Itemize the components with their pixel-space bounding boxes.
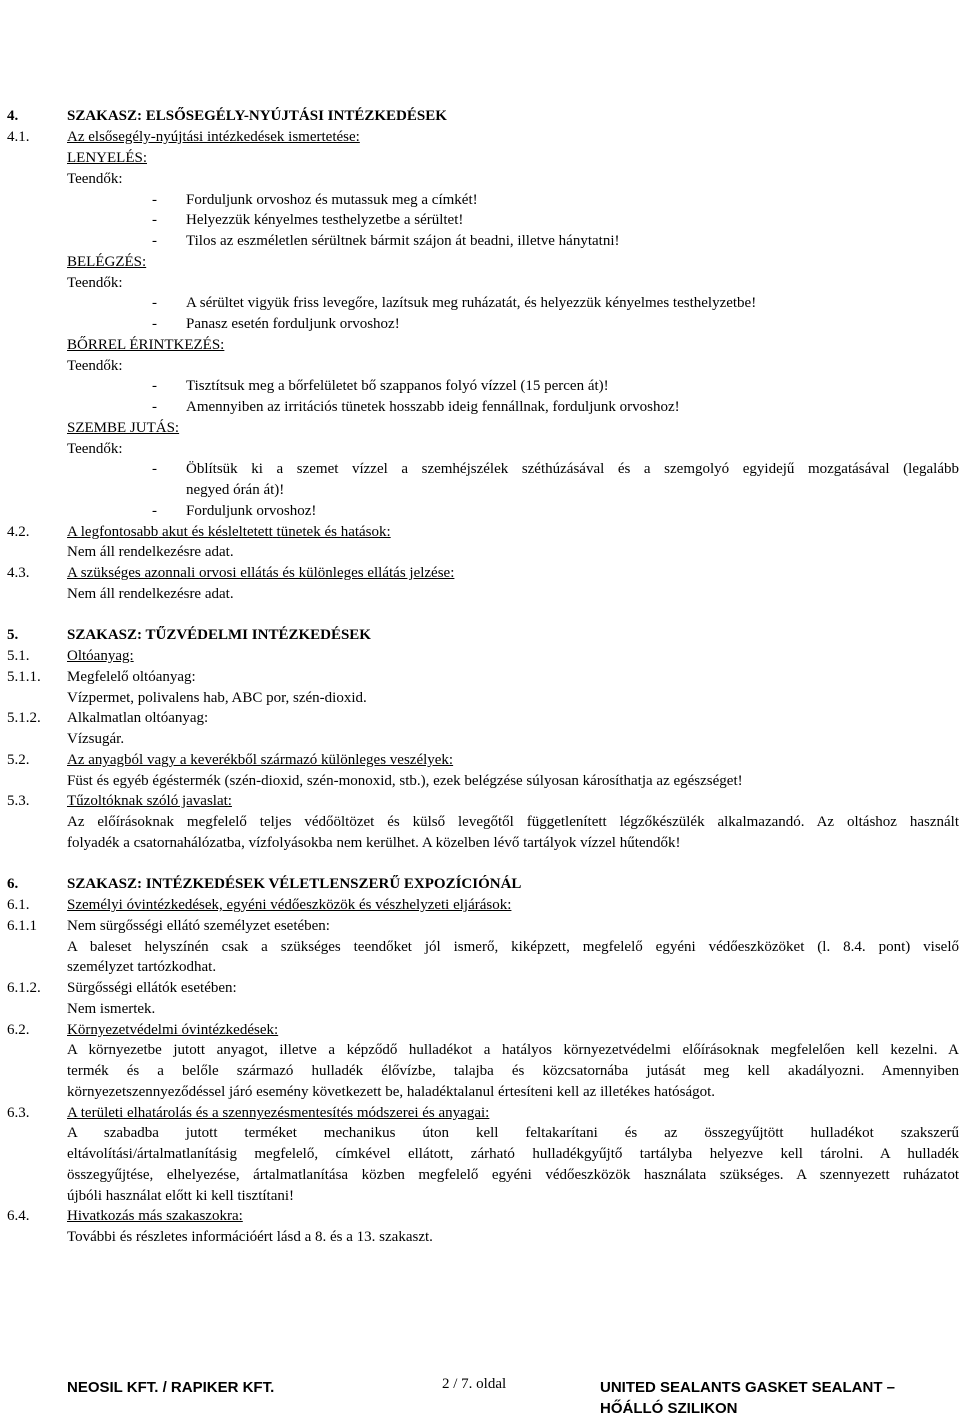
section-5-1-number: 5.1. — [7, 648, 30, 664]
section-4-number: 4. — [7, 108, 19, 124]
list-dash: - — [152, 503, 157, 519]
inhalation-heading: BELÉGZÉS: — [67, 254, 147, 270]
list-item-continuation: negyed órán át)! — [186, 482, 285, 498]
section-4-2-title-part: akut és késleltetett — [162, 524, 273, 540]
section-5-2-title: Az anyagból vagy a keverékből származó különleges veszélyek: — [67, 752, 454, 768]
eye-todo-label: Teendők: — [67, 441, 123, 457]
section-6-title: SZAKASZ: INTÉZKEDÉSEK VÉLETLENSZERŰ EXPOZÍCIÓNÁL — [67, 876, 522, 892]
section-4-2-number: 4.2. — [7, 524, 30, 540]
section-4-2-title-part: tünetek és hatások: — [276, 524, 391, 540]
section-6-3-text-line: eltávolítási/ártalmatlanításig megfelelő, címkével ellátott, zárható hulladékgyűjtő tartályba helyezve kell tárolni. A hulladék — [67, 1146, 959, 1162]
section-6-1-1-title: Nem sürgősségi ellátó személyzet esetében: — [67, 918, 330, 934]
section-6-4-text: További és részletes információért lásd a 8. és a 13. szakaszt. — [67, 1229, 433, 1245]
section-6-3-title: A területi elhatárolás és a szennyezésmentesítés módszerei és anyagai: — [67, 1105, 490, 1121]
section-6-1-2-number: 6.1.2. — [7, 980, 41, 996]
section-6-4-number: 6.4. — [7, 1208, 30, 1224]
section-5-number: 5. — [7, 627, 19, 643]
section-5-3-text-line: Az előírásoknak megfelelő teljes védőöltözet és külső levegőtől függetlenített légzőkészülék alkalmazandó. Az oltáshoz használt — [67, 814, 959, 830]
section-5-3-text-line: folyadék a csatornahálózatba, vízfolyásokba nem kerülhet. A közelben lévő tartályok vízzel hűtendők! — [67, 835, 681, 851]
section-6-2-text-line: A környezetbe jutott anyagot, illetve a képződő hulladékot a hatályos környezetvédelmi előírásoknak megfelelően kell kezelni. A — [67, 1042, 959, 1058]
section-6-1-1-number: 6.1.1 — [7, 918, 37, 934]
footer-product-line-2: HŐÁLLÓ SZILIKON — [600, 1400, 738, 1417]
section-5-1-title: Oltóanyag: — [67, 648, 134, 664]
inhalation-todo-label: Teendők: — [67, 275, 123, 291]
list-dash: - — [152, 295, 157, 311]
list-item: Forduljunk orvoshoz és mutassuk meg a címkét! — [186, 192, 478, 208]
section-4-2-title — [67, 522, 391, 542]
list-dash: - — [152, 378, 157, 394]
section-6-1-1-text-line: A baleset helyszínén csak a szükséges teendőket jól ismerő, kiképzett, megfelelő egyéni védőeszközöket (l. 8.4. pont) viselő — [67, 939, 959, 955]
section-6-4-title: Hivatkozás más szakaszokra: — [67, 1208, 243, 1224]
section-5-3-title: Tűzoltóknak szóló javaslat: — [67, 793, 232, 809]
list-item: Tilos az eszméletlen sérültnek bármit szájon át beadni, illetve hánytatni! — [186, 233, 620, 249]
skin-contact-heading: BŐRREL ÉRINTKEZÉS: — [67, 337, 225, 353]
version-number: Verziószám: 2 — [7, 39, 99, 56]
ingestion-todo-label: Teendők: — [67, 171, 123, 187]
section-6-2-text-line: termék és a belőle származó hulladék élővízbe, talajba és közcsatornába jutását meg kell akadályozni. Amennyiben — [67, 1063, 959, 1079]
header-url: http://www.biztonsagiadatlap.hu — [745, 19, 953, 36]
list-item: Forduljunk orvoshoz! — [186, 503, 317, 519]
section-6-number: 6. — [7, 876, 19, 892]
eye-contact-heading: SZEMBE JUTÁS: — [67, 420, 180, 436]
footer-company: NEOSIL KFT. / RAPIKER KFT. — [67, 1379, 275, 1396]
list-item: A sérültet vigyük friss levegőre, lazítsuk meg ruházatát, és helyezzük kényelmes testhelyzetbe! — [186, 295, 757, 311]
ingestion-heading: LENYELÉS: — [67, 150, 147, 166]
section-5-1-2-number: 5.1.2. — [7, 710, 41, 726]
section-6-2-title: Környezetvédelmi óvintézkedések: — [67, 1022, 279, 1038]
section-6-1-2-title: Sürgősségi ellátók esetében: — [67, 980, 237, 996]
section-6-1-number: 6.1. — [7, 897, 30, 913]
section-6-3-text-line: A szabadba jutott terméket mechanikus úton kell feltakarítani és az összegyűjtött hulladékot szakszerű — [67, 1125, 959, 1141]
section-5-1-1-number: 5.1.1. — [7, 669, 41, 685]
section-6-3-text-line: összegyűjtése, elhelyezése, ártalmatlanítása közben megfelelő egyéni védőeszközök használata szükséges. A szennyezett ruházatot — [67, 1167, 959, 1183]
section-4-1-title: Az elsősegély-nyújtási intézkedések ismertetése: — [67, 129, 360, 145]
section-6-3-number: 6.3. — [7, 1105, 30, 1121]
section-4-1-number: 4.1. — [7, 129, 30, 145]
section-5-title: SZAKASZ: TŰZVÉDELMI INTÉZKEDÉSEK — [67, 627, 371, 643]
section-5-2-number: 5.2. — [7, 752, 30, 768]
section-5-1-2-text: Vízsugár. — [67, 731, 125, 747]
section-6-2-number: 6.2. — [7, 1022, 30, 1038]
list-dash: - — [152, 212, 157, 228]
revision-date: Felülvizsgálat időpontja: 2013. február 26. — [7, 20, 280, 37]
list-dash: - — [152, 192, 157, 208]
footer-page-number: 2 / 7. oldal — [442, 1376, 507, 1392]
section-4-2-text: Nem áll rendelkezésre adat. — [67, 544, 234, 560]
section-6-3-text-line: újbóli használat előtt ki kell tisztítani! — [67, 1188, 295, 1204]
section-4-3-title: A szükséges azonnali orvosi ellátás és különleges ellátás jelzése: — [67, 565, 455, 581]
section-5-1-2-title: Alkalmatlan oltóanyag: — [67, 710, 209, 726]
list-item: Helyezzük kényelmes testhelyzetbe a sérültet! — [186, 212, 464, 228]
section-6-1-title: Személyi óvintézkedések, egyéni védőeszközök és vészhelyzeti eljárások: — [67, 897, 512, 913]
section-4-title: SZAKASZ: ELSŐSEGÉLY-NYÚJTÁSI INTÉZKEDÉSEK — [67, 108, 447, 124]
created-date: Elkészítés időpontja: 2009. január 15. — [7, 1, 249, 18]
section-5-3-number: 5.3. — [7, 793, 30, 809]
section-5-1-1-text: Vízpermet, polivalens hab, ABC por, szén-dioxid. — [67, 690, 367, 706]
section-5-1-1-title: Megfelelő oltóanyag: — [67, 669, 196, 685]
section-5-2-text: Füst és egyéb égéstermék (szén-dioxid, szén-monoxid, stb.), ezek belégzése súlyosan károsíthatja az egészséget! — [67, 773, 743, 789]
list-dash: - — [152, 316, 157, 332]
list-dash: - — [152, 461, 157, 477]
section-6-1-2-text: Nem ismertek. — [67, 1001, 156, 1017]
list-dash: - — [152, 399, 157, 415]
list-item: Amennyiben az irritációs tünetek hosszabb ideig fennállnak, forduljunk orvoshoz! — [186, 399, 680, 415]
footer-product-line-1: UNITED SEALANTS GASKET SEALANT – — [600, 1379, 896, 1396]
list-item: Panasz esetén forduljunk orvoshoz! — [186, 316, 400, 332]
list-item: Öblítsük ki a szemet vízzel a szemhéjszélek széthúzásával és a szemgolyó egyidejű mozgatásával (legalább — [186, 461, 959, 477]
section-4-3-number: 4.3. — [7, 565, 30, 581]
section-6-2-text-line: környezetszennyeződéssel járó esemény következett be, haladéktalanul értesíteni kell az illetékes hatóságot. — [67, 1084, 716, 1100]
section-4-3-text: Nem áll rendelkezésre adat. — [67, 586, 234, 602]
skin-todo-label: Teendők: — [67, 358, 123, 374]
list-dash: - — [152, 233, 157, 249]
list-item: Tisztítsuk meg a bőrfelületet bő szappanos folyó vízzel (15 percen át)! — [186, 378, 609, 394]
section-4-2-title-part: A legfontosabb — [67, 524, 159, 540]
section-6-1-1-text-line: személyzet tartózkodhat. — [67, 959, 217, 975]
